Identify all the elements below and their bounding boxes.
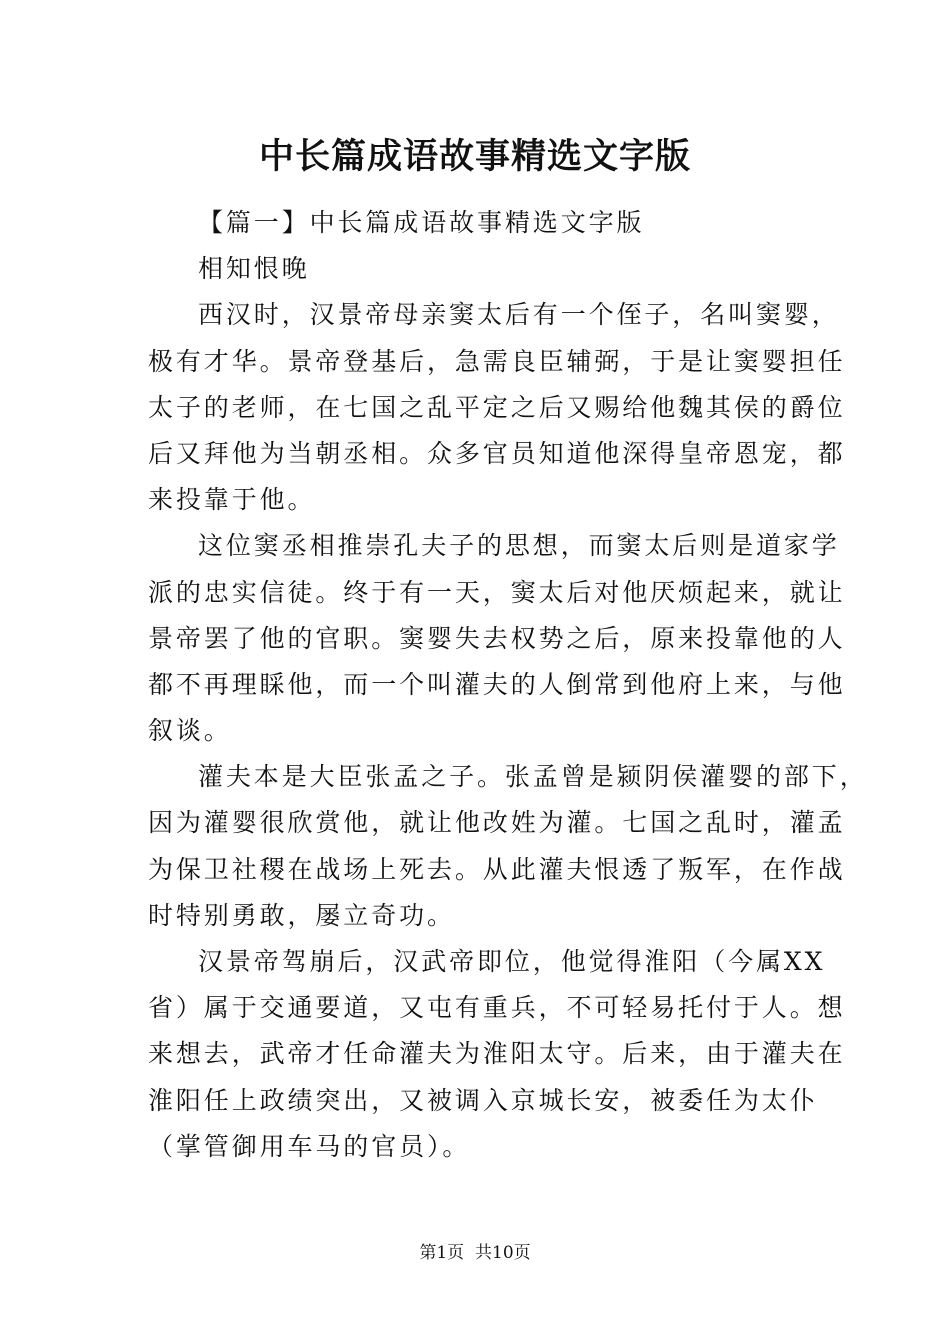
page-footer (0, 1241, 950, 1265)
text-line: 叙谈。 (148, 716, 232, 746)
text-line: 都不再理睬他，而一个叫灌夫的人倒常到他府上来，与他 (148, 669, 846, 699)
text-line: 西汉时，汉景帝母亲窦太后有一个侄子，名叫窦婴， (198, 300, 840, 330)
text-line: 时特别勇敢，屡立奇功。 (148, 900, 455, 930)
text-line: （掌管御用车马的官员）。 (148, 1131, 471, 1161)
text-line: 为保卫社稷在战场上死去。从此灌夫恨透了叛军，在作战 (148, 854, 846, 884)
text-line: 这位窦丞相推崇孔夫子的思想，而窦太后则是道家学 (198, 531, 840, 561)
text-line: 景帝罢了他的官职。窦婴失去权势之后，原来投靠他的人 (148, 623, 846, 653)
document-body (148, 200, 868, 1170)
page-number: 第1页 (419, 1243, 465, 1263)
text-line: 极有才华。景帝登基后，急需良臣辅弼，于是让窦婴担任 (148, 346, 846, 376)
text-line: 太子的老师，在七国之乱平定之后又赐给他魏其侯的爵位 (148, 392, 846, 422)
text-line: 相知恨晚 (198, 254, 310, 284)
text-line: 淮阳任上政绩突出，又被调入京城长安，被委任为太仆 (148, 1085, 818, 1115)
text-line: 来想去，武帝才任命灌夫为淮阳太守。后来，由于灌夫在 (148, 1039, 846, 1069)
text-line: 灌夫本是大臣张孟之子。张孟曾是颍阴侯灌婴的部下， (198, 762, 868, 792)
footer-spacer (464, 1243, 475, 1263)
text-line: 派的忠实信徒。终于有一天，窦太后对他厌烦起来，就让 (148, 577, 846, 607)
text-line: 因为灌婴很欣赏他，就让他改姓为灌。七国之乱时，灌孟 (148, 808, 846, 838)
document-title: 中长篇成语故事精选文字版 (258, 136, 691, 177)
text-line: 【篇一】中长篇成语故事精选文字版 (198, 208, 645, 237)
text-line: 来投靠于他。 (148, 485, 316, 515)
text-line: 汉景帝驾崩后，汉武帝即位，他觉得淮阳（今属XX (198, 947, 826, 976)
text-line: 省）属于交通要道，又屯有重兵，不可轻易托付于人。想 (148, 993, 846, 1023)
text-line: 后又拜他为当朝丞相。众多官员知道他深得皇帝恩宠，都 (148, 438, 846, 468)
page-total: 共10页 (475, 1243, 531, 1263)
